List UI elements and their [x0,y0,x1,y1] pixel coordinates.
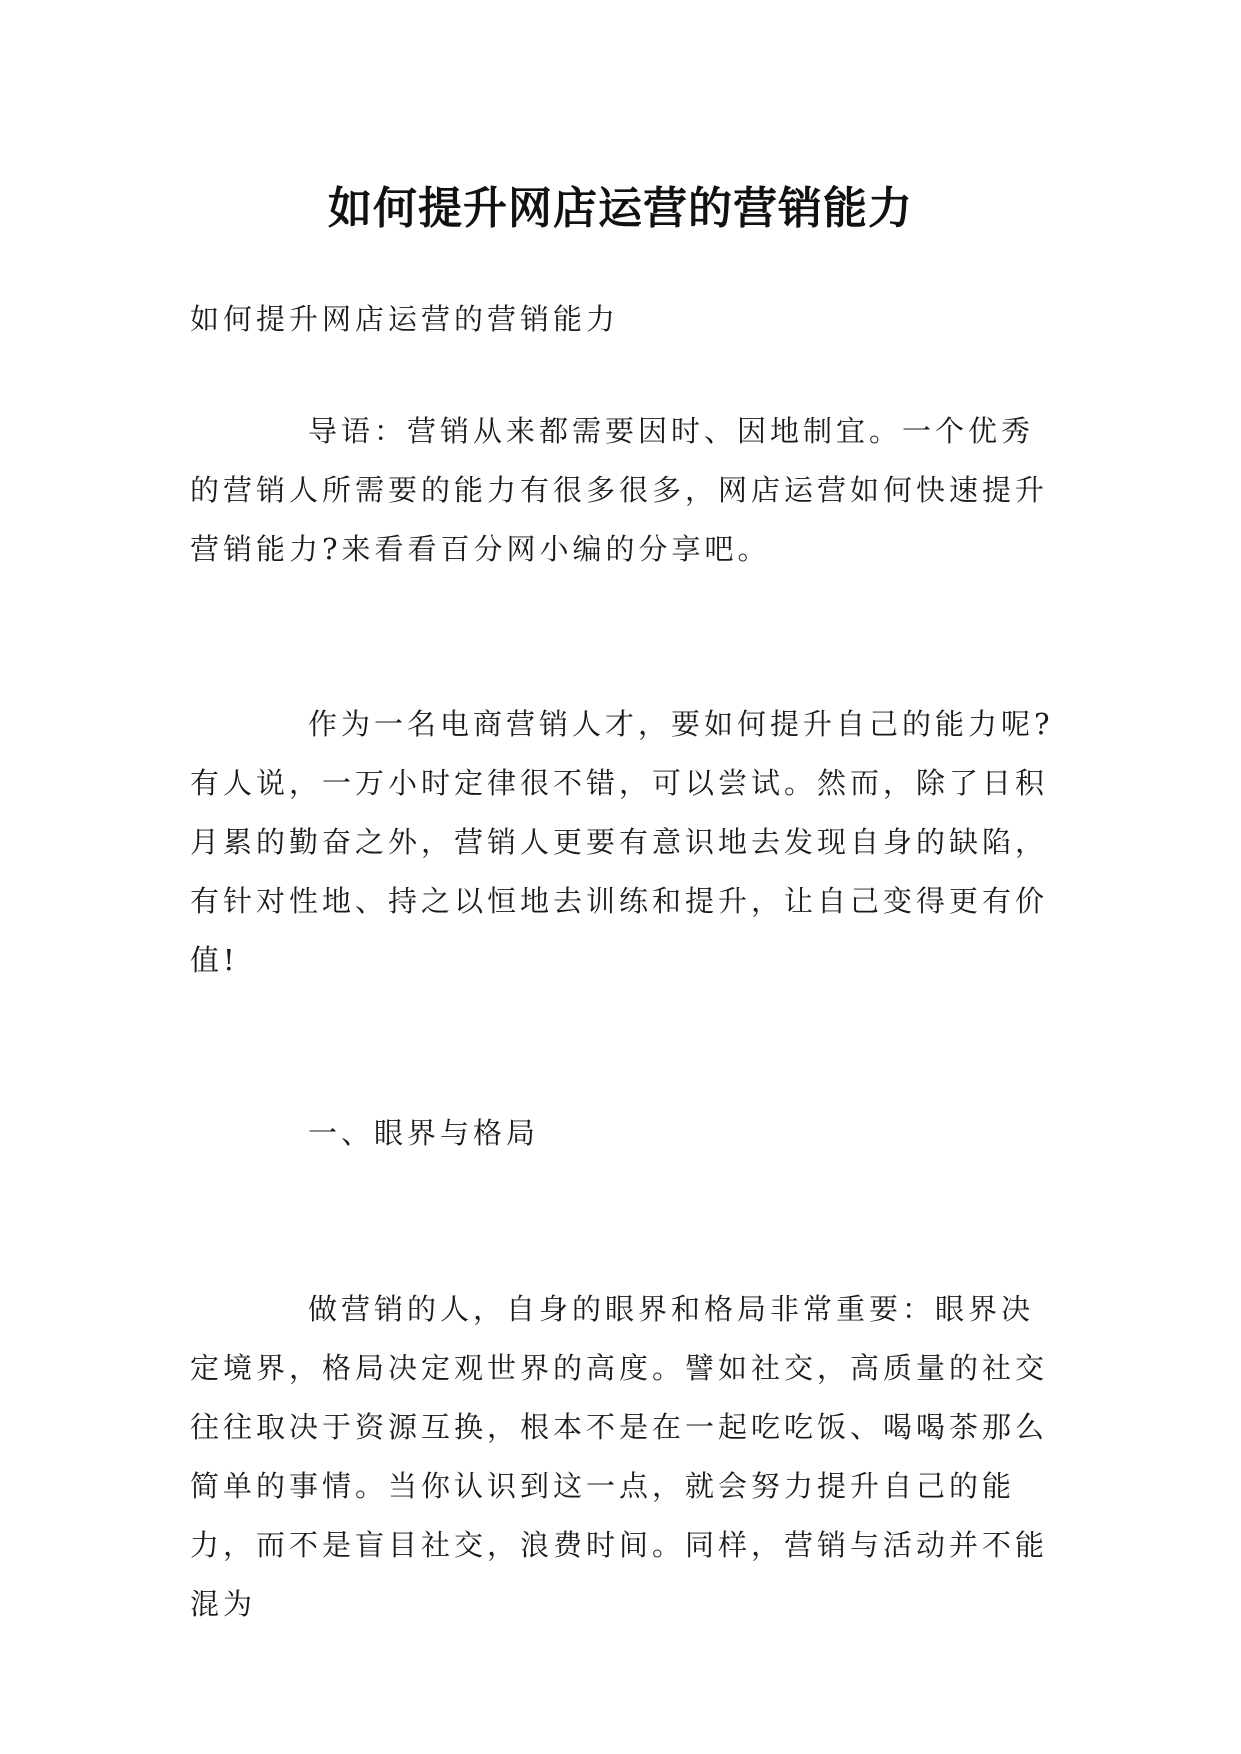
document-title: 如何提升网店运营的营销能力 [328,183,913,235]
intro-paragraph: 导语：营销从来都需要因时、因地制宜。一个优秀的营销人所需要的能力有很多很多，网店运营如何快速提升营销能力?来看看百分网小编的分享吧。 [190,414,1049,566]
body-paragraph: 作为一名电商营销人才，要如何提升自己的能力呢?有人说，一万小时定律很不错，可以尝试。然而，除了日积月累的勤奋之外，营销人更要有意识地去发现自身的缺陷，有针对性地、持之以恒地去训练和提升，让自己变得更有价值! [190,707,1054,977]
section-paragraph: 做营销的人，自身的眼界和格局非常重要：眼界决定境界，格局决定观世界的高度。譬如社交，高质量的社交往往取决于资源互换，根本不是在一起吃吃饭、喝喝茶那么简单的事情。当你认识到这一点，就会努力提升自己的能力，而不是盲目社交，浪费时间。同样，营销与活动并不能混为 [190,1292,1049,1621]
document-subtitle: 如何提升网店运营的营销能力 [190,302,620,336]
section-heading: 一、眼界与格局 [308,1116,540,1150]
